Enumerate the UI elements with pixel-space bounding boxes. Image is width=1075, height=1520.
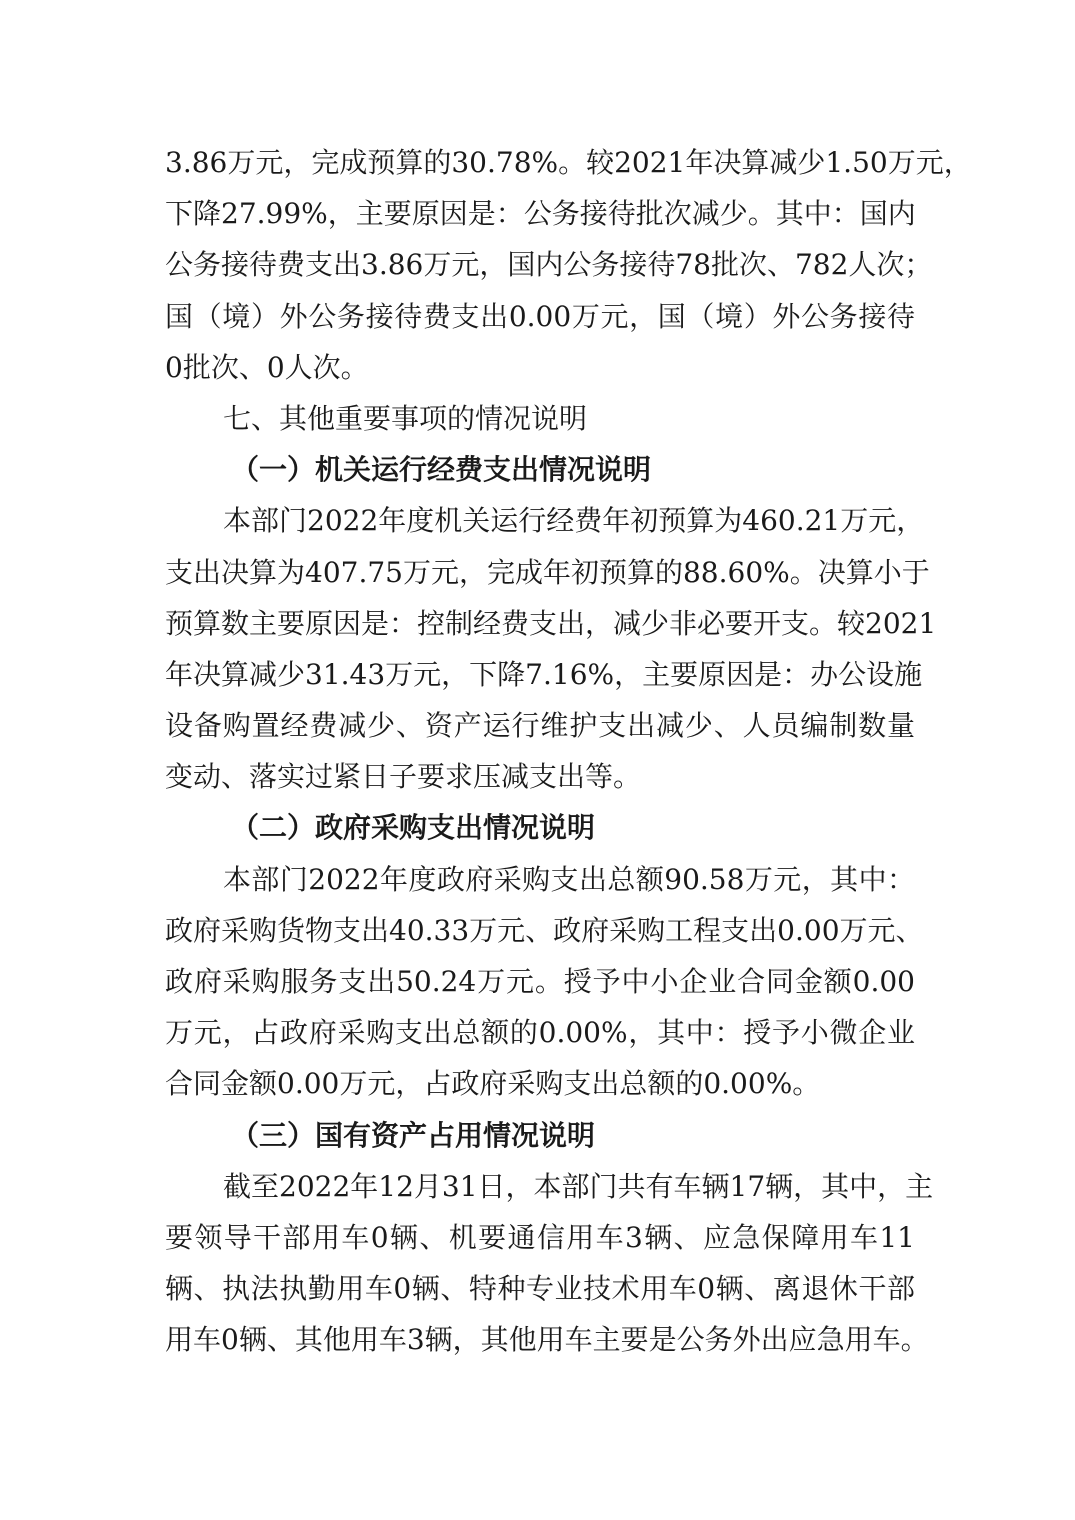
text-line: 公务接待费支出3.86万元，国内公务接待78批次、782人次；: [165, 248, 933, 282]
subsection-heading-state-assets: （三）国有资产占用情况说明: [231, 1118, 596, 1152]
text-line: 0批次、0人次。: [165, 350, 369, 384]
text-line: 截至2022年12月31日，本部门共有车辆17辆，其中，主: [223, 1169, 934, 1203]
text-line: 支出决算为407.75万元，完成年初预算的88.60%。决算小于: [165, 555, 930, 589]
subsection-heading-procurement: （二）政府采购支出情况说明: [231, 811, 596, 845]
text-line: 政府采购服务支出50.24万元。授予中小企业合同金额0.00: [165, 965, 915, 998]
paragraph-procurement: [165, 854, 924, 1110]
text-line: 本部门2022年度机关运行经费年初预算为460.21万元，: [223, 504, 925, 538]
text-line: 辆、执法执勤用车0辆、特种专业技术用车0辆、离退休干部: [165, 1272, 915, 1306]
text-line: 政府采购货物支出40.33万元、政府采购工程支出0.00万元、: [165, 913, 924, 947]
text-line: 预算数主要原因是：控制经费支出，减少非必要开支。较2021: [165, 606, 937, 640]
paragraph-operating-costs: [165, 495, 937, 802]
text-line: 下降27.99%，主要原因是：公务接待批次减少。其中：国内: [165, 197, 916, 231]
paragraph-state-assets: [165, 1161, 934, 1366]
section-heading: 七、其他重要事项的情况说明: [223, 401, 588, 435]
text-line: 3.86万元，完成预算的30.78%。较2021年决算减少1.50万元，: [165, 146, 972, 179]
text-line: 设备购置经费减少、资产运行维护支出减少、人员编制数量: [165, 709, 915, 743]
paragraph-reception-expenses: [165, 137, 972, 393]
text-line: 合同金额0.00万元，占政府采购支出总额的0.00%。: [165, 1067, 821, 1101]
document-body: [165, 137, 972, 1366]
text-line: 万元，占政府采购支出总额的0.00%，其中：授予小微企业: [165, 1016, 915, 1050]
text-line: 国（境）外公务接待费支出0.00万元，国（境）外公务接待: [165, 299, 915, 333]
text-line: 年决算减少31.43万元，下降7.16%，主要原因是：办公设施: [165, 657, 923, 691]
text-line: 变动、落实过紧日子要求压减支出等。: [165, 760, 642, 794]
text-line: 本部门2022年度政府采购支出总额90.58万元，其中：: [223, 862, 915, 896]
subsection-heading-operating-costs: （一）机关运行经费支出情况说明: [231, 453, 652, 487]
text-line: 要领导干部用车0辆、机要通信用车3辆、应急保障用车11: [165, 1220, 915, 1254]
text-line: 用车0辆、其他用车3辆，其他用车主要是公务外出应急用车。: [165, 1323, 929, 1357]
